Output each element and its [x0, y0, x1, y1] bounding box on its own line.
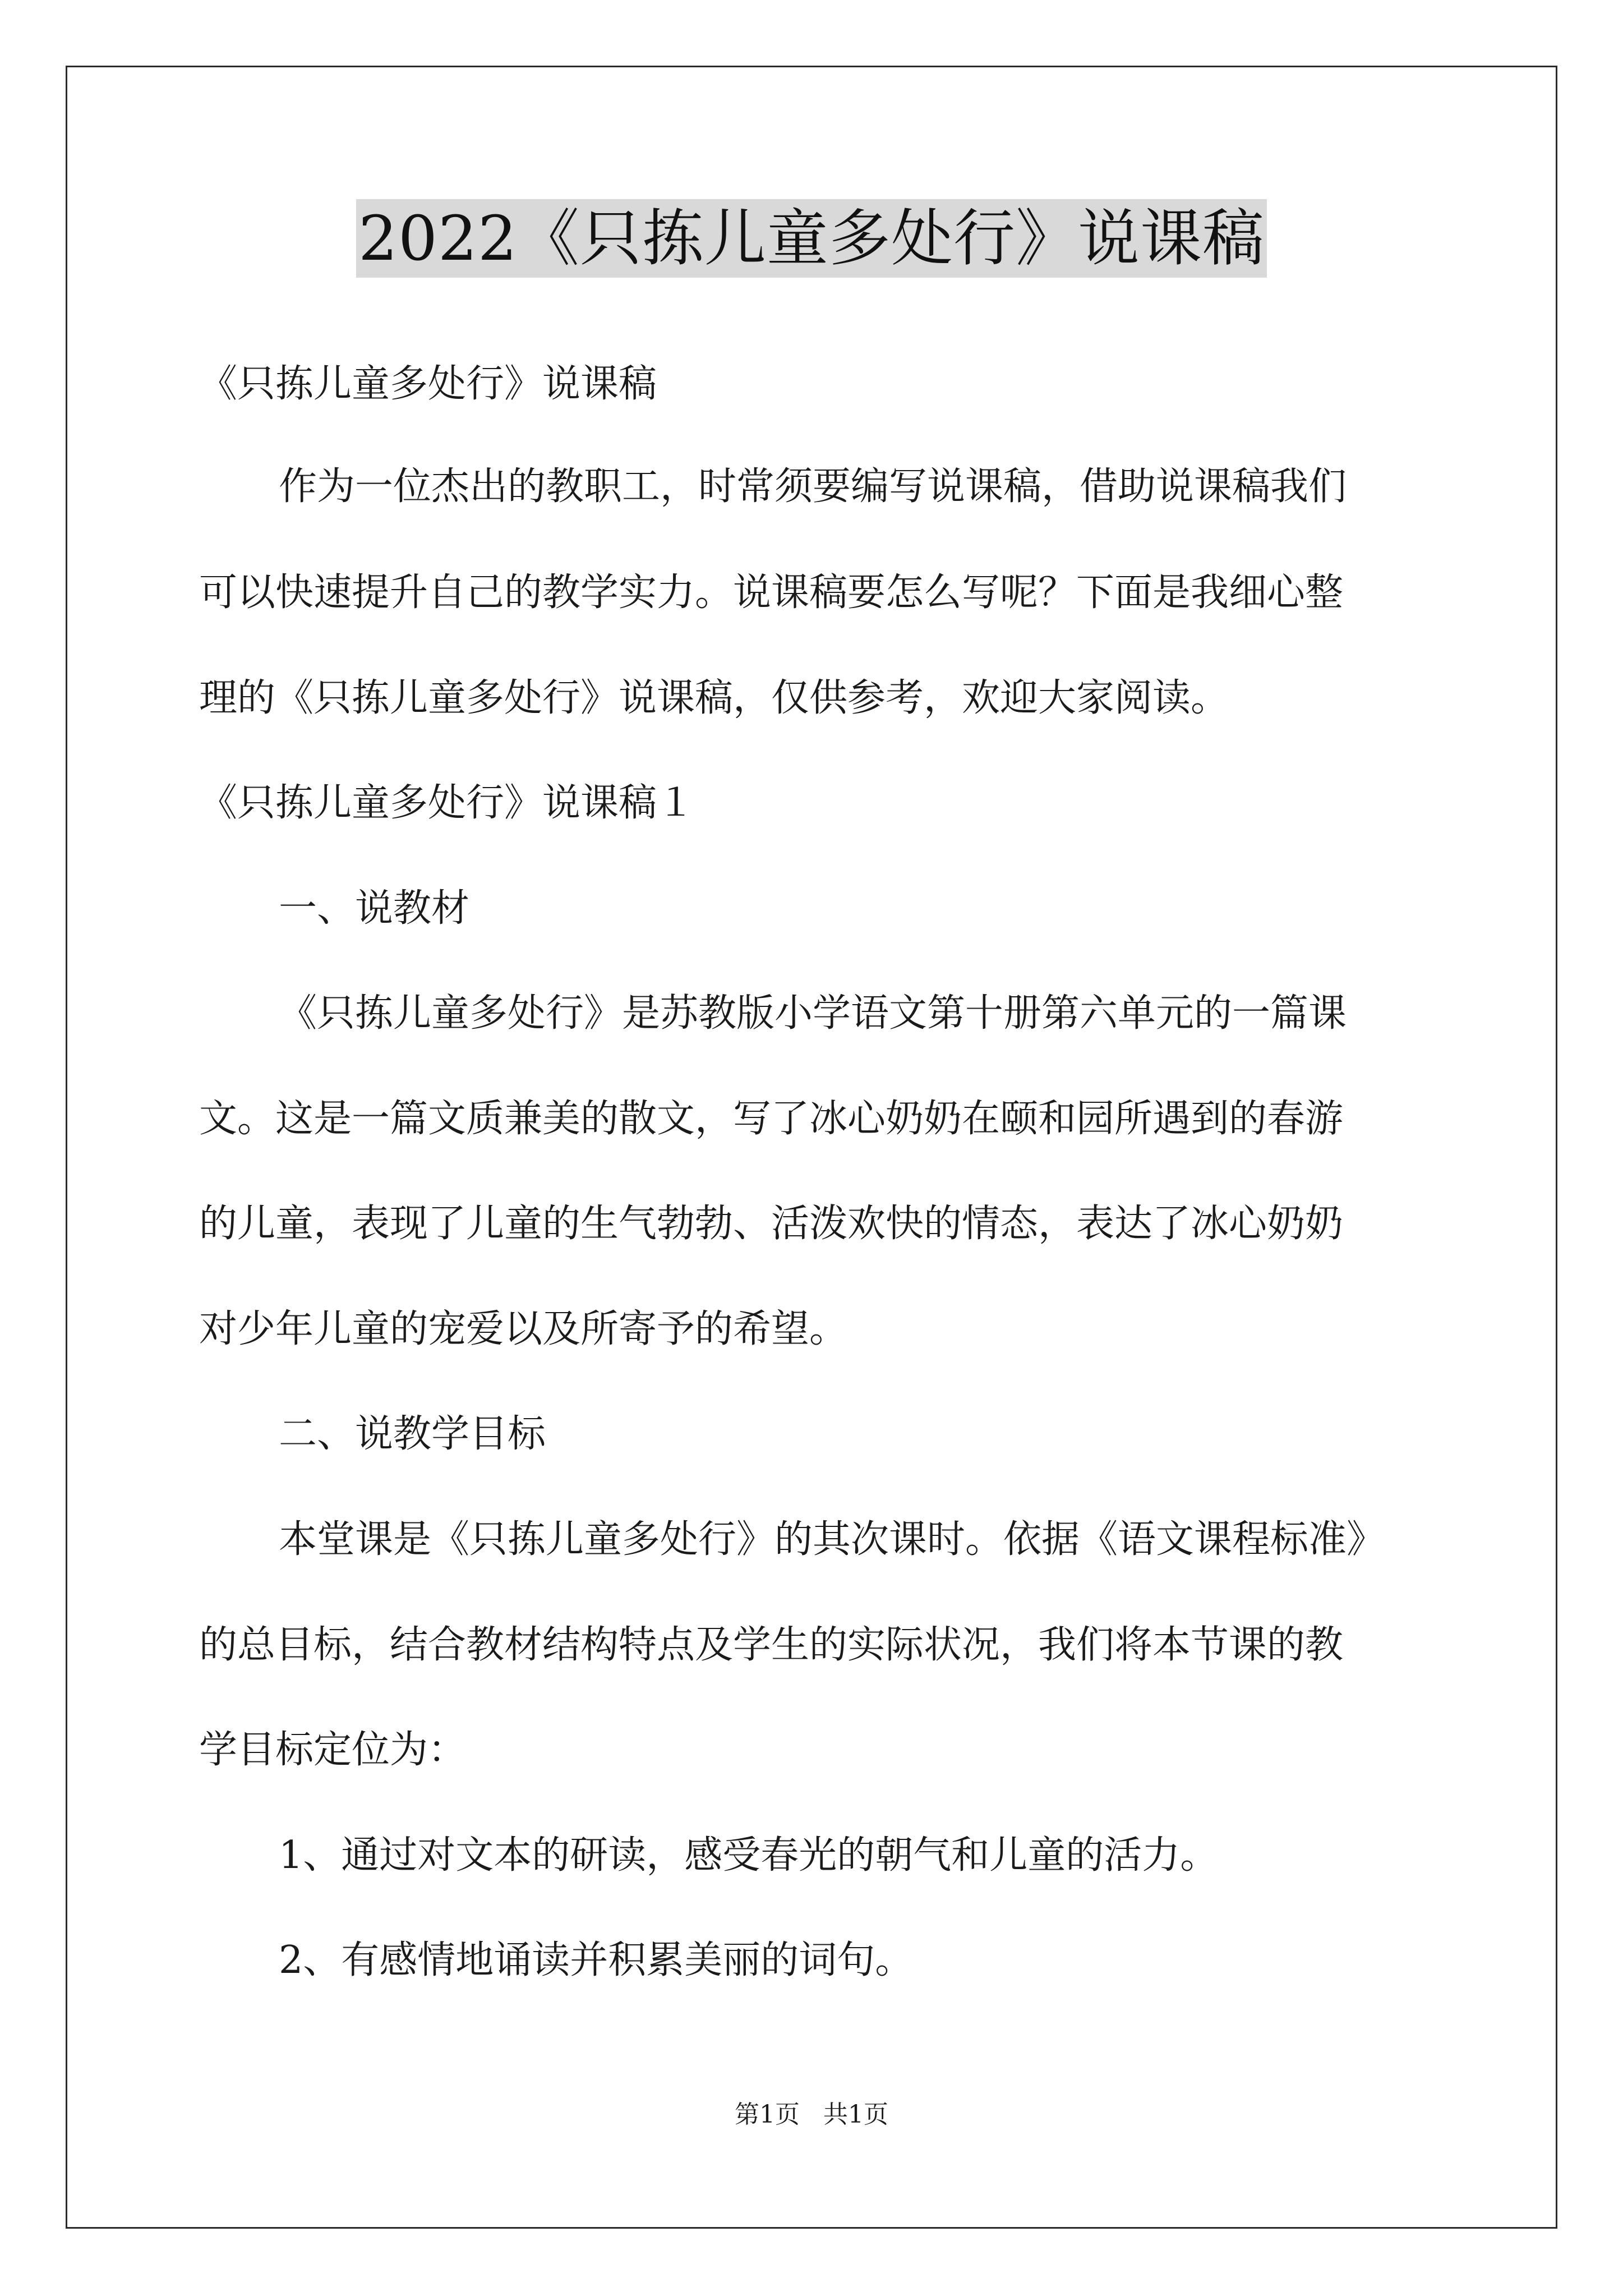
- section-heading: 《只拣儿童多处行》说课稿１: [199, 781, 695, 825]
- list-item: 2、有感情地诵读并积累美丽的词句。: [279, 1938, 914, 1982]
- page-total: 共1页: [823, 2100, 888, 2129]
- paragraph-line: 的总目标，结合教材结构特点及学生的实际状况，我们将本节课的教: [199, 1623, 1344, 1667]
- paragraph-line: 《只拣儿童多处行》是苏教版小学语文第十册第六单元的一篇课: [279, 991, 1347, 1036]
- list-item: 1、通过对文本的研读，感受春光的朝气和儿童的活力。: [279, 1833, 1219, 1878]
- paragraph-line: 的儿童，表现了儿童的生气勃勃、活泼欢快的情态，表达了冰心奶奶: [199, 1202, 1344, 1246]
- section-heading: 二、说教学目标: [279, 1412, 546, 1456]
- section-heading: 一、说教材: [279, 886, 470, 931]
- paragraph-line: 文。这是一篇文质兼美的散文，写了冰心奶奶在颐和园所遇到的春游: [199, 1097, 1344, 1141]
- subtitle-line: 《只拣儿童多处行》说课稿: [199, 362, 657, 406]
- page-footer: [0, 2098, 1623, 2132]
- title-container: [0, 199, 1623, 278]
- paragraph-line: 作为一位杰出的教职工，时常须要编写说课稿，借助说课稿我们: [279, 464, 1347, 509]
- paragraph-line: 学目标定位为：: [199, 1728, 467, 1772]
- page-number: 第1页: [735, 2100, 800, 2129]
- paragraph-line: 可以快速提升自己的教学实力。说课稿要怎么写呢？下面是我细心整: [199, 570, 1344, 615]
- paragraph-line: 对少年儿童的宠爱以及所寄予的希望。: [199, 1307, 848, 1351]
- paragraph-line: 本堂课是《只拣儿童多处行》的其次课时。依据《语文课程标准》: [279, 1517, 1385, 1562]
- document-title: 2022《只拣儿童多处行》说课稿: [356, 199, 1267, 278]
- paragraph-line: 理的《只拣儿童多处行》说课稿，仅供参考，欢迎大家阅读。: [199, 676, 1229, 720]
